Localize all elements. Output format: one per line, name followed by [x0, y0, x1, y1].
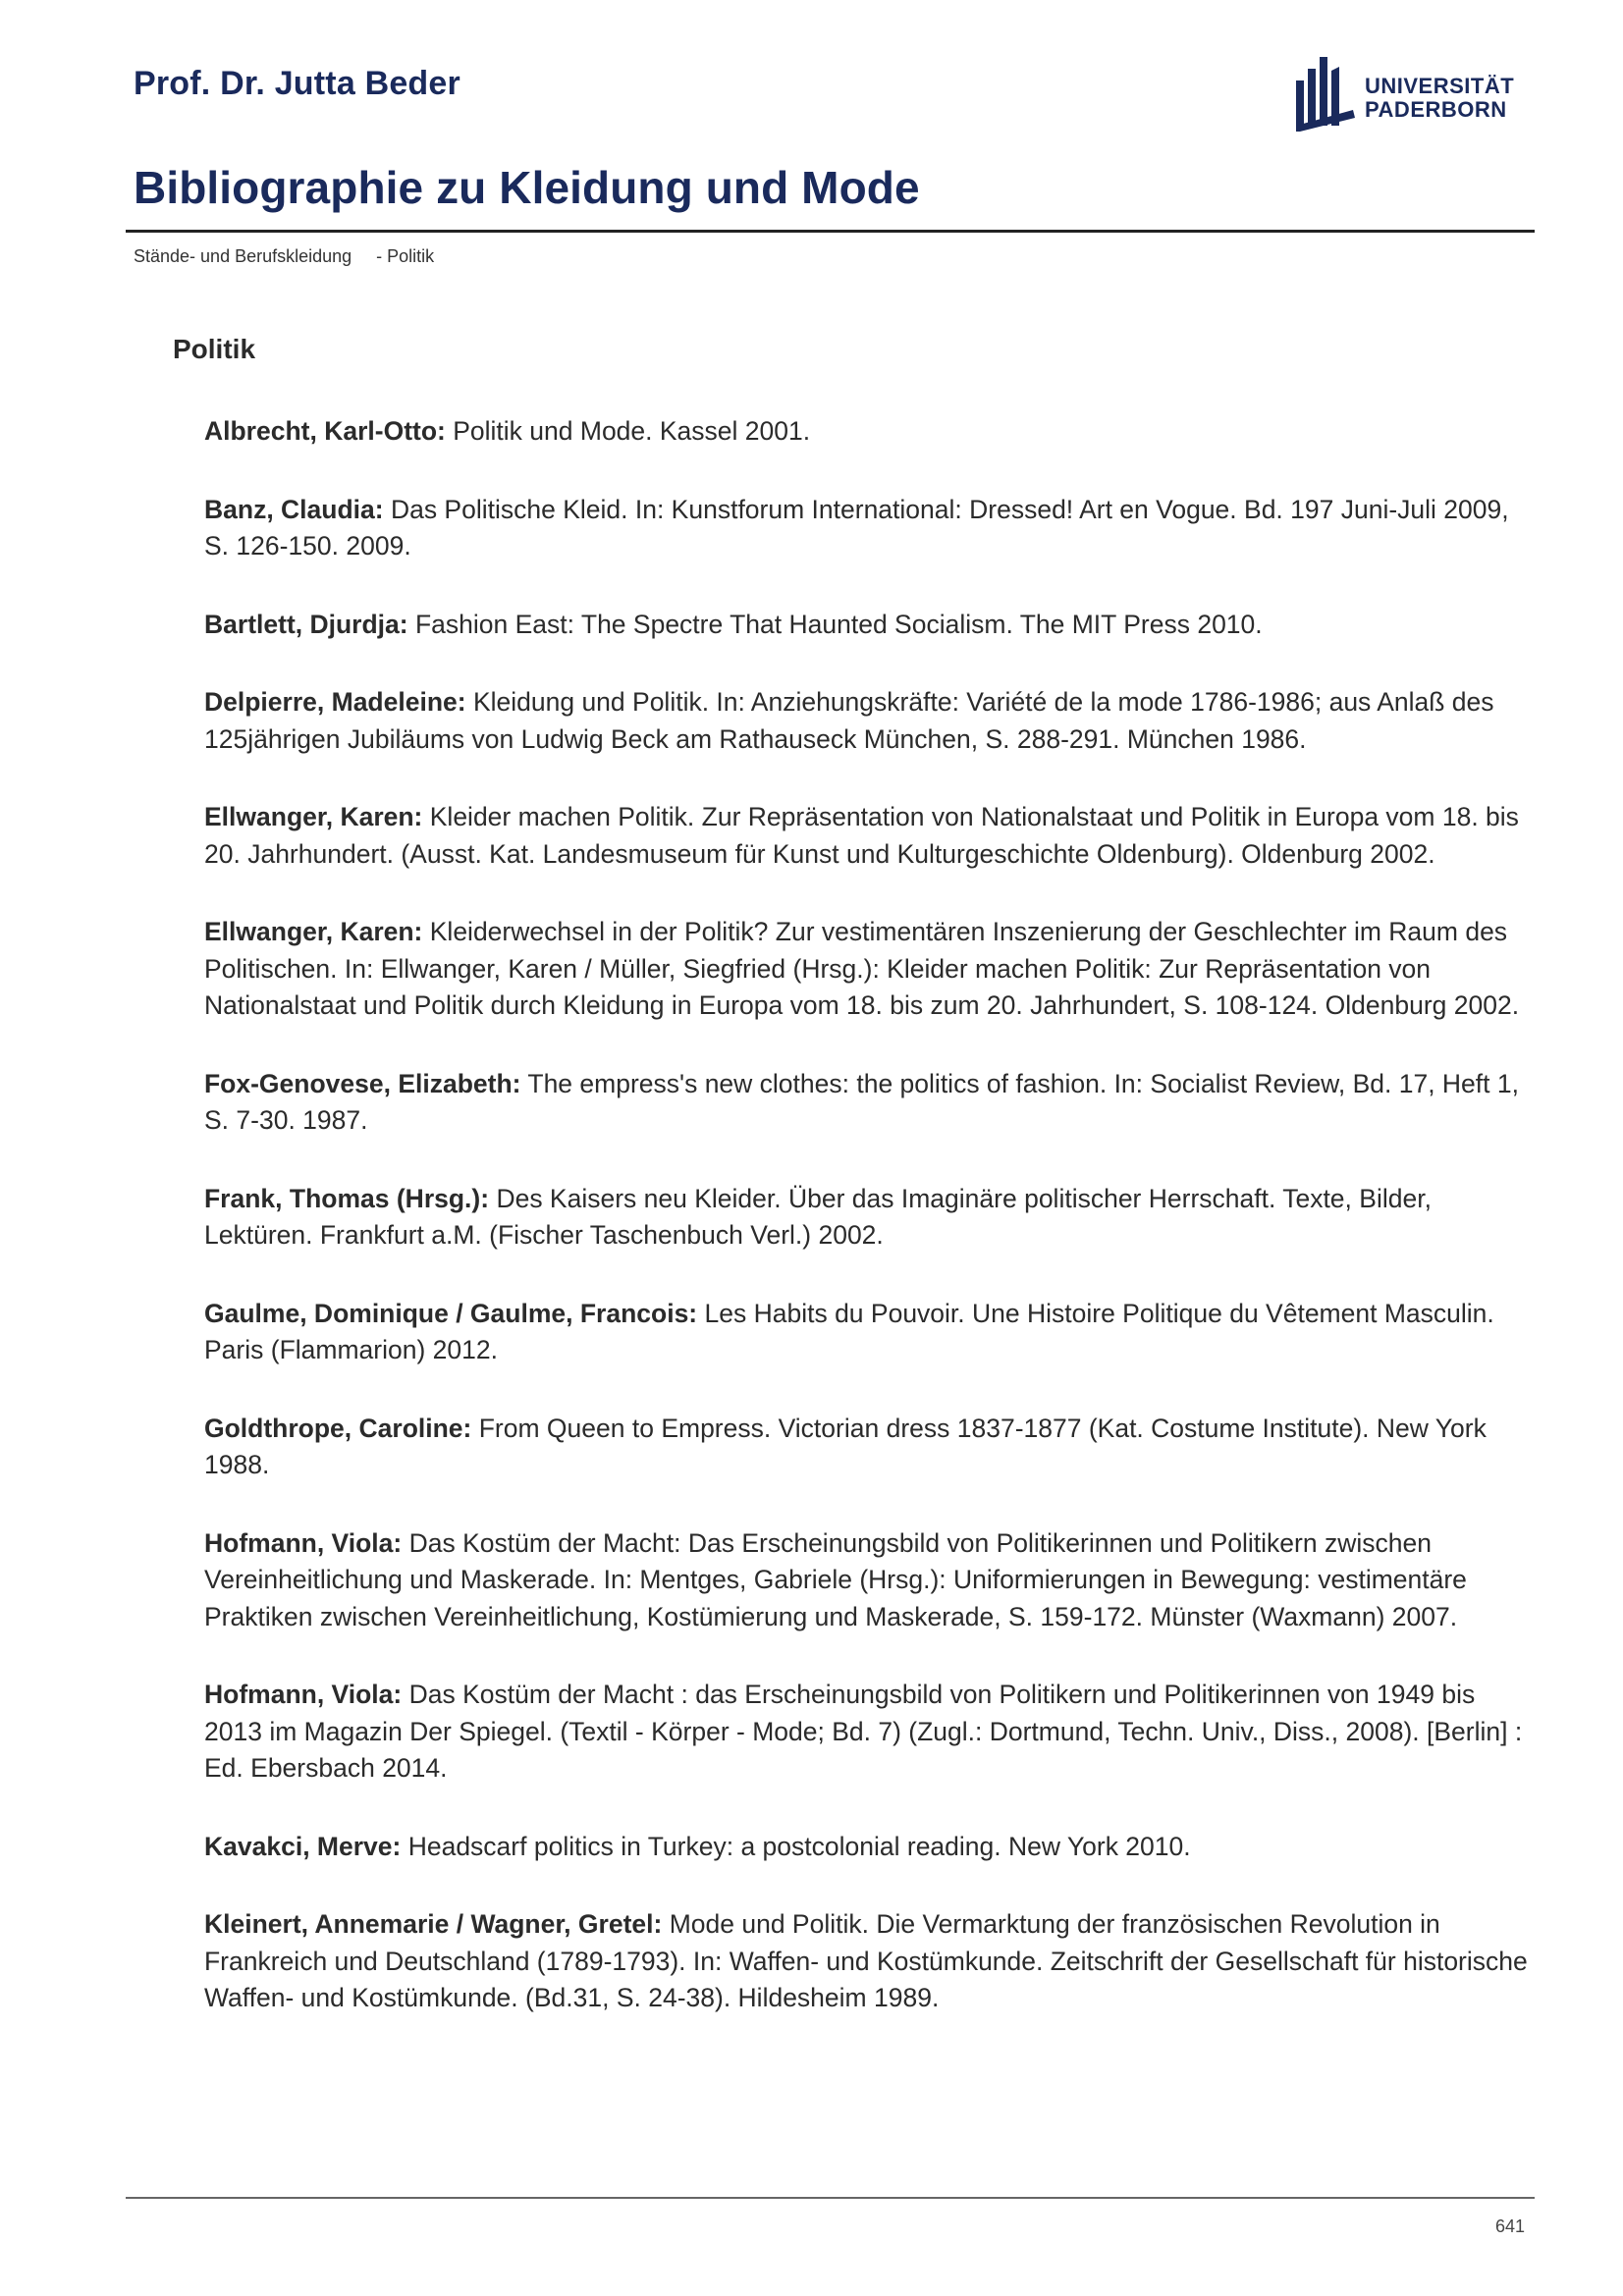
entry-author: Bartlett, Djurdja:	[204, 609, 408, 639]
entry-author: Hofmann, Viola:	[204, 1680, 403, 1709]
entry-author: Gaulme, Dominique / Gaulme, Francois:	[204, 1298, 698, 1328]
entry-author: Banz, Claudia:	[204, 494, 384, 524]
bibliography-entry	[204, 1677, 1540, 1788]
entry-citation: Fashion East: The Spectre That Haunted Socialism. The MIT Press 2010.	[407, 609, 1263, 639]
logo-line-2: PADERBORN	[1365, 97, 1507, 122]
entry-author: Kavakci, Merve:	[204, 1831, 402, 1861]
entry-author: Hofmann, Viola:	[204, 1527, 403, 1558]
entry-author: Albrecht, Karl-Otto:	[204, 416, 446, 446]
bibliography-entry	[204, 1181, 1540, 1255]
entry-citation: Politik und Mode. Kassel 2001.	[445, 416, 811, 446]
page-number: 641	[1494, 2216, 1525, 2236]
entry-author: Delpierre, Madeleine:	[204, 687, 466, 717]
entry-citation: Des Kaisers neu Kleider. Über das Imaginäre politischer Herrschaft. Texte, Bilder, Lektüren. Frankfurt a.M. (Fischer Taschenbuch Verl.) 2002.	[204, 1183, 1432, 1250]
page-title: Bibliographie zu Kleidung und Mode	[134, 162, 920, 213]
entry-citation: Das Politische Kleid. In: Kunstforum International: Dressed! Art en Vogue. Bd. 197 Juni-Juli 2009, S. 126-150. 2009.	[204, 494, 1509, 561]
bibliography-entry	[204, 914, 1540, 1025]
entry-citation: Mode und Politik. Die Vermarktung der französischen Revolution in Frankreich und Deutschland (1789-1793). In: Waffen- und Kostümkunde. Zeitschrift der Gesellschaft für historische Waffen- und Kostümkunde. (Bd.31, S. 24-38). Hildesheim 1989.	[204, 1909, 1528, 2012]
entry-author: Ellwanger, Karen:	[204, 802, 423, 831]
entry-author: Frank, Thomas (Hrsg.):	[204, 1183, 490, 1213]
bibliography-entry	[204, 1525, 1540, 1636]
bibliography-entry	[204, 1296, 1540, 1369]
entry-citation: Kleidung und Politik. In: Anziehungskräfte: Variété de la mode 1786-1986; aus Anlaß des 125jährigen Jubiläums von Ludwig Beck am Rathauseck München, S. 288-291. München 1986.	[204, 687, 1494, 754]
bibliography-entry	[204, 607, 1540, 644]
author-name: Prof. Dr. Jutta Beder	[134, 65, 460, 102]
footer-divider	[126, 2197, 1535, 2199]
bibliography-entry	[204, 799, 1540, 873]
entry-citation: Les Habits du Pouvoir. Une Histoire Politique du Vêtement Masculin. Paris (Flammarion) 2012.	[204, 1298, 1494, 1364]
entry-author: Fox-Genovese, Elizabeth:	[204, 1068, 521, 1098]
entry-citation: The empress's new clothes: the politics of fashion. In: Socialist Review, Bd. 17, Heft 1, S. 7-30. 1987.	[204, 1068, 1519, 1135]
bibliography-entry	[204, 413, 1540, 451]
entry-author: Kleinert, Annemarie / Wagner, Gretel:	[204, 1909, 663, 1939]
entry-citation: Das Kostüm der Macht : das Erscheinungsbild von Politikern und Politikerinnen von 1949 bis 2013 im Magazin Der Spiegel. (Textil - Körper - Mode; Bd. 7) (Zugl.: Dortmund, Techn. Univ., Diss., 2008). [Berlin] : Ed. Ebersbach 2014.	[204, 1680, 1523, 1783]
section-heading: Politik	[173, 334, 256, 364]
entry-author: Ellwanger, Karen:	[204, 917, 423, 946]
entry-citation: From Queen to Empress. Victorian dress 1837-1877 (Kat. Costume Institute). New York 1988.	[204, 1413, 1487, 1479]
bibliography-entry	[204, 1829, 1540, 1866]
entry-citation: Das Kostüm der Macht: Das Erscheinungsbild von Politikerinnen und Politikern zwischen Vereinheitlichung und Maskerade. In: Mentges, Gabriele (Hrsg.): Uniformierungen in Bewegung: vestimentäre Praktiken zwischen Vereinheitlichung, Kostümierung und Maskerade, S. 159-172. Münster (Waxmann) 2007.	[204, 1527, 1467, 1631]
bibliography-list	[204, 413, 1540, 2058]
entry-author: Goldthrope, Caroline:	[204, 1413, 472, 1443]
logo-line-1: UNIVERSITÄT	[1365, 74, 1515, 98]
entry-citation: Kleiderwechsel in der Politik? Zur vestimentären Inszenierung der Geschlechter im Raum des Politischen. In: Ellwanger, Karen / Müller, Siegfried (Hrsg.): Kleider machen Politik: Zur Repräsentation von Nationalstaat und Politik durch Kleidung in Europa vom 18. bis zum 20. Jahrhundert, S. 108-124. Oldenburg 2002.	[204, 917, 1520, 1020]
bibliography-entry	[204, 684, 1540, 758]
university-logo-text	[1365, 75, 1514, 122]
title-divider	[126, 230, 1535, 233]
entry-citation: Headscarf politics in Turkey: a postcolonial reading. New York 2010.	[401, 1831, 1191, 1861]
bibliography-entry	[204, 492, 1540, 565]
university-logo-icon	[1294, 51, 1359, 132]
bibliography-entry	[204, 1411, 1540, 1484]
bibliography-entry	[204, 1906, 1540, 2017]
entry-citation: Kleider machen Politik. Zur Repräsentation von Nationalstaat und Politik in Europa vom 18. bis 20. Jahrhundert. (Ausst. Kat. Landesmuseum für Kunst und Kulturgeschichte Oldenburg). Oldenburg 2002.	[204, 802, 1519, 869]
university-logo	[1294, 51, 1530, 132]
bibliography-entry	[204, 1066, 1540, 1140]
breadcrumb: Stände- und Berufskleidung - Politik	[134, 246, 435, 266]
